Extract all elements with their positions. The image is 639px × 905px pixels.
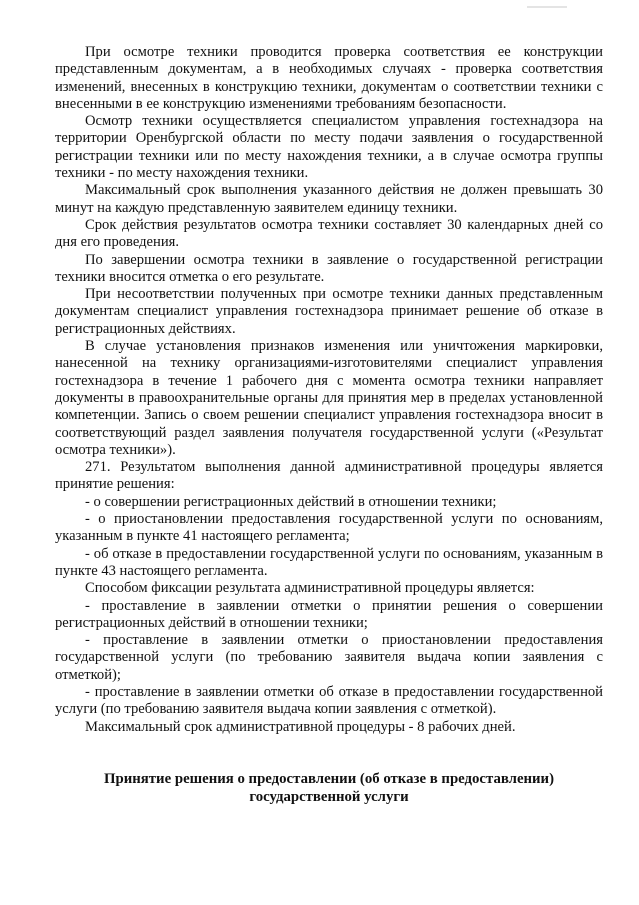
paragraph-max-duration: Максимальный срок выполнения указанного действия не должен превышать 30 минут на каждую представленную заявителем единицу техники. — [55, 182, 603, 216]
paragraph-marking-change: В случае установления признаков изменения или уничтожения маркировки, нанесенной на технику организациями-изготовителями специалист управления гостехнадзора в течение 1 рабочего дня с момента осмотра техники направляет документы в правоохранительные органы для принятия мер в пределах установленной компетенции. Запись о своем решении специалист управления гостехнадзора вносит в соответствующий раздел заявления получателя государственной услуги («Результат осмотра техники»). — [55, 338, 603, 458]
list-item-mark-refusal: - проставление в заявлении отметки об отказе в предоставлении государственной услуги (по требованию заявителя выдача копии заявления с отметкой). — [55, 683, 603, 718]
section-heading — [55, 770, 603, 806]
paragraph-mismatch-refusal: При несоответствии полученных при осмотре техники данных представленным документам специалист управления гостехнадзора принимает решение об отказе в регистрационных действиях. — [55, 286, 603, 337]
paragraph-fixation-method: Способом фиксации результата административной процедуры является: — [85, 580, 535, 597]
paragraph-validity-period: Срок действия результатов осмотра техники составляет 30 календарных дней со дня его проведения. — [55, 216, 603, 251]
scan-artifact — [527, 6, 567, 8]
list-item-mark-suspension: - проставление в заявлении отметки о приостановлении предоставления государственной услуги (по требованию заявителя выдача копии заявления с отметкой); — [55, 632, 603, 683]
document-page — [55, 44, 603, 806]
list-item-registration: - о совершении регистрационных действий в отношении техники; — [85, 493, 497, 510]
section-heading-line-2: государственной услуги — [249, 788, 409, 805]
list-item-suspension: - о приостановлении предоставления государственной услуги по основаниям, указанным в пункте 41 настоящего регламента; — [55, 511, 603, 545]
paragraph-max-procedure-time: Максимальный срок административной процедуры - 8 рабочих дней. — [85, 718, 516, 735]
section-heading-line-1: Принятие решения о предоставлении (об отказе в предоставлении) — [103, 770, 555, 787]
list-item-refusal: - об отказе в предоставлении государственной услуги по основаниям, указанным в пункте 43 настоящего регламента. — [55, 545, 603, 579]
paragraph-result-mark: По завершении осмотра техники в заявление о государственной регистрации техники вносится отметка о его результате. — [55, 251, 603, 285]
list-item-mark-registration: - проставление в заявлении отметки о принятии решения о совершении регистрационных действий в отношении техники; — [55, 597, 603, 631]
paragraph-inspection-specialist: Осмотр техники осуществляется специалистом управления гостехнадзора на территории Оренбургской области по месту подачи заявления о государственной регистрации техники или по месту нахождения техники, а в случае осмотра группы техники - по месту нахождения техники. — [55, 113, 603, 182]
paragraph-inspection-check: При осмотре техники проводится проверка соответствия ее конструкции представленным документам, а в необходимых случаях - проверка соответствия изменений, внесенных в конструкцию техники, документам о соответствии техники с внесенными в ее конструкцию изменениями требованиям безопасности. — [55, 44, 603, 112]
paragraph-271-result: 271. Результатом выполнения данной административной процедуры является принятие решения: — [55, 459, 603, 493]
